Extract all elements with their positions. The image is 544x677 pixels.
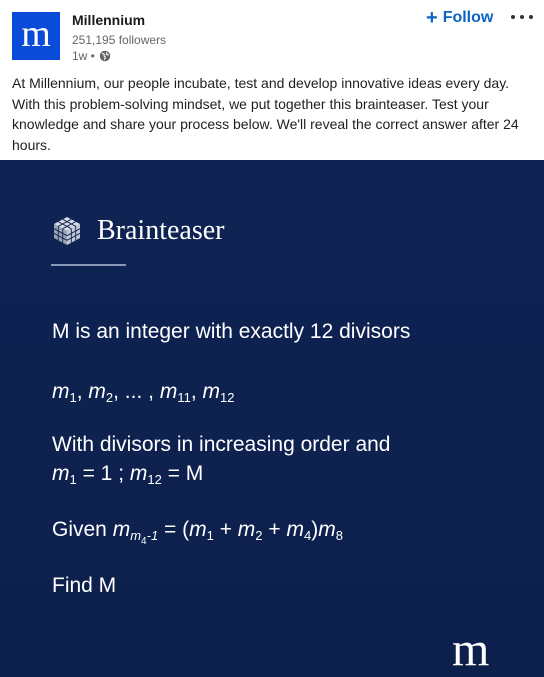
more-horizontal-icon (511, 15, 515, 19)
puzzle-line-5: Given $m_{m_4-1} = (m_1 + m_2 + m_4)m_8$ (52, 518, 343, 547)
company-name[interactable]: Millennium (72, 12, 146, 28)
follower-count: 251,195 followers (72, 33, 167, 47)
plus-icon: + (426, 7, 438, 29)
post-header (0, 0, 544, 70)
puzzle-line-6: Find M (52, 574, 117, 597)
title-divider (51, 264, 126, 266)
post-image[interactable] (0, 160, 544, 677)
company-avatar[interactable]: m (12, 12, 60, 60)
millennium-logo: m (452, 623, 490, 676)
cube-icon (51, 215, 83, 247)
more-options-button[interactable] (511, 8, 533, 26)
more-horizontal-icon (529, 15, 533, 19)
more-horizontal-icon (520, 15, 524, 19)
post-time: 1w • (72, 49, 95, 63)
puzzle-line-3: With divisors in increasing order and (52, 433, 391, 456)
card-title: Brainteaser (97, 215, 225, 246)
puzzle-line-1: M is an integer with exactly 12 divisors (52, 320, 411, 343)
globe-icon (99, 50, 111, 62)
follow-button[interactable] (426, 7, 493, 29)
post-meta (72, 49, 111, 63)
puzzle-line-2: $m_1$, $m_2$, ... , $m_{11}$, $m_{12}$ (52, 380, 235, 405)
puzzle-line-4: $m_1 = 1$ ; $m_{12} = M$ (52, 462, 204, 487)
follow-label: Follow (442, 9, 494, 26)
post-text: At Millennium, our people incubate, test and develop innovative ideas every day. With this problem-solving mindset, we put together this brainteaser. Test your knowledge and share your process below. We'll reveal the correct answer after 24 hours. (12, 75, 519, 153)
